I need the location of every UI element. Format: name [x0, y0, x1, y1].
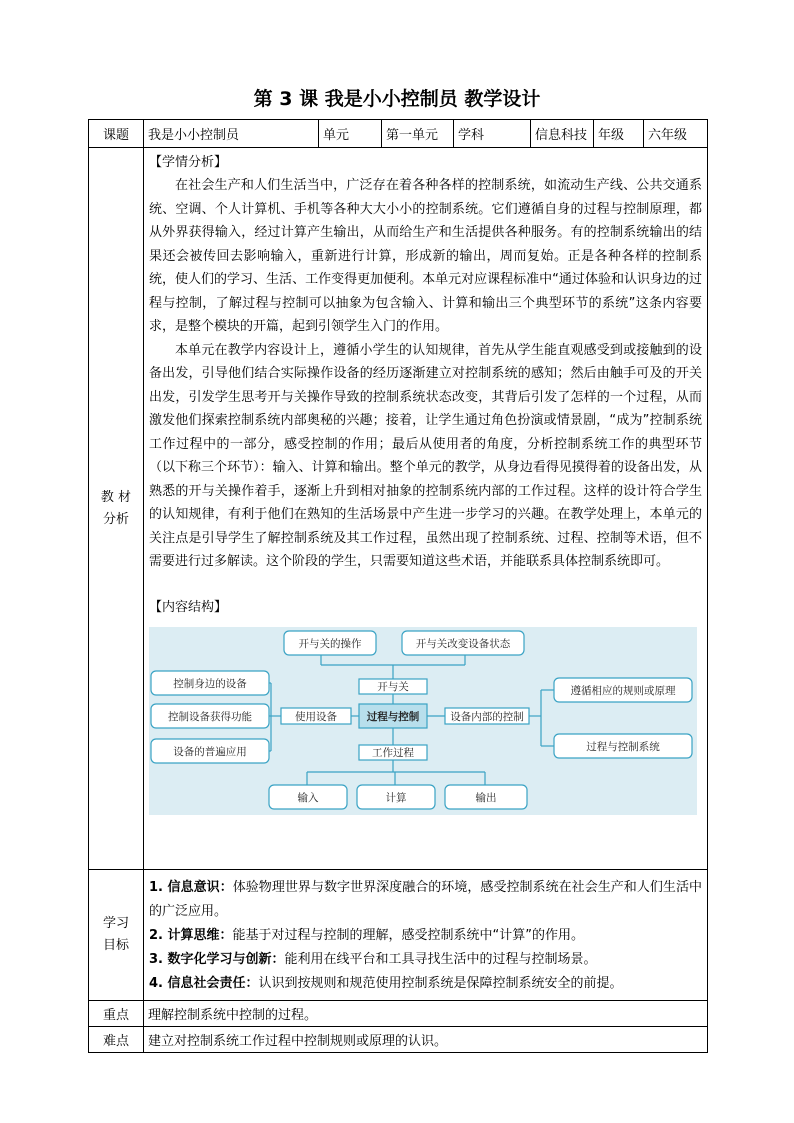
topic-value: 我是小小控制员: [144, 120, 319, 148]
key-value: 理解控制系统中控制的过程。: [144, 1001, 708, 1027]
label-follow-rules: 遵循相应的规则或原理: [570, 684, 676, 697]
label-switch-operation: 开与关的操作: [298, 637, 362, 650]
analysis-row: [89, 148, 708, 870]
label-control-device-function: 控制设备获得功能: [168, 710, 252, 723]
goal-4-text: 认识到按规则和规范使用控制系统是保障控制系统安全的前提。: [258, 976, 623, 991]
goal-3-text: 能利用在线平台和工具寻找生活中的过程与控制场景。: [284, 952, 597, 967]
label-input: 输入: [297, 791, 319, 804]
topic-label: 课题: [89, 120, 144, 148]
goals-label: 学习 目标: [89, 870, 144, 1001]
analysis-paragraph-1: 在社会生产和人们生活当中，广泛存在着各种各样的控制系统，如流动生产线、公共交通系统、空调、个人计算机、手机等各种大大小小的控制系统。它们遵循自身的过程与控制原理，都从外界获得输入，经过计算产生输出，从而给生产和生活提供各种服务。有的控制系统输出的结果还会被传回去影响输入，重新进行计算，形成新的输出，周而复始。正是各种各样的控制系统，使人们的学习、生活、工作变得更加便利。本单元对应课程标准中“通过体验和认识身边的过程与控制，了解过程与控制可以抽象为包含输入、计算和输出三个典型环节的系统”这条内容要求，是整个模块的开篇，起到引领学生入门的作用。: [149, 178, 702, 334]
unit-label: 单元: [319, 120, 382, 148]
header-row: [89, 120, 708, 148]
difficult-value: 建立对控制系统工作过程中控制规则或原理的认识。: [144, 1027, 708, 1053]
content-structure-diagram: [149, 627, 697, 815]
page-title: 第 3 课 我是小小控制员 教学设计: [253, 88, 541, 110]
goal-2-text: 能基于对过程与控制的理解，感受控制系统中“计算”的作用。: [232, 928, 584, 943]
goals-row: [89, 870, 708, 1001]
subject-label: 学科: [454, 120, 531, 148]
section-title-content-structure: 【内容结构】: [149, 599, 228, 615]
analysis-paragraph-2: 本单元在教学内容设计上，遵循小学生的认知规律，首先从学生能直观感受到或接触到的设备出发，引导他们结合实际操作设备的经历逐渐建立对控制系统的感知；然后由触手可及的开关出发，引发学生思考开与关操作导致的控制系统状态改变，其背后引发了怎样的一个过程，从而激发他们探索控制系统内部奥秘的兴趣；接着，让学生通过角色扮演或情景剧，“成为”控制系统工作过程中的一部分，感受控制的作用；最后从使用者的角度，分析控制系统工作的典型环节（以下称三个环节）：输入、计算和输出。整个单元的教学，从身边看得见摸得着的设备出发，从熟悉的开与关操作着手，逐渐上升到相对抽象的控制系统内部的工作过程。这样的设计符合学生的认知规律，有利于他们在熟知的生活场景中产生进一步学习的兴趣。在教学处理上，本单元的关注点是引导学生了解控制系统及其工作过程，虽然出现了控制系统、过程、控制等术语，但不需要进行过多解读。这个阶段的学生，只需要知道这些术语，并能联系具体控制系统即可。: [149, 342, 702, 569]
goal-4: [149, 972, 702, 996]
goals-content: [144, 870, 708, 1001]
section-title-student-analysis: 【学情分析】: [149, 155, 228, 170]
goal-1: [149, 876, 702, 924]
key-label: 重点: [89, 1001, 144, 1027]
goal-1-title: 1. 信息意识：: [149, 880, 233, 895]
label-inner-control: 设备内部的控制: [450, 710, 524, 723]
grade-label: 年级: [594, 120, 644, 148]
analysis-content: [144, 148, 708, 870]
label-use-device: 使用设备: [295, 710, 337, 723]
label-device-application: 设备的普遍应用: [173, 745, 247, 758]
subject-value: 信息科技: [531, 120, 594, 148]
label-switch-change-state: 开与关改变设备状态: [415, 637, 511, 650]
label-work-process: 工作过程: [372, 746, 414, 759]
goal-4-title: 4. 信息社会责任：: [149, 976, 259, 991]
goal-2: [149, 924, 702, 948]
label-process-control-system: 过程与控制系统: [586, 740, 660, 753]
label-output: 输出: [475, 791, 497, 804]
label-control-devices: 控制身边的设备: [173, 677, 247, 690]
difficult-label: 难点: [89, 1027, 144, 1053]
goal-3: [149, 948, 702, 972]
goal-2-title: 2. 计算思维：: [149, 928, 233, 943]
label-compute: 计算: [385, 791, 407, 804]
unit-value: 第一单元: [382, 120, 454, 148]
grade-value: 六年级: [644, 120, 708, 148]
lesson-design-table: [88, 119, 708, 1053]
difficult-row: [89, 1027, 708, 1053]
goal-3-title: 3. 数字化学习与创新：: [149, 952, 285, 967]
label-process-control: 过程与控制: [366, 710, 420, 723]
goal-1-text: 体验物理世界与数字世界深度融合的环境，感受控制系统在社会生产和人们生活中的广泛应用。: [149, 880, 702, 919]
key-row: [89, 1001, 708, 1027]
label-switch: 开与关: [377, 680, 409, 693]
analysis-label: 教 材 分析: [89, 148, 144, 870]
